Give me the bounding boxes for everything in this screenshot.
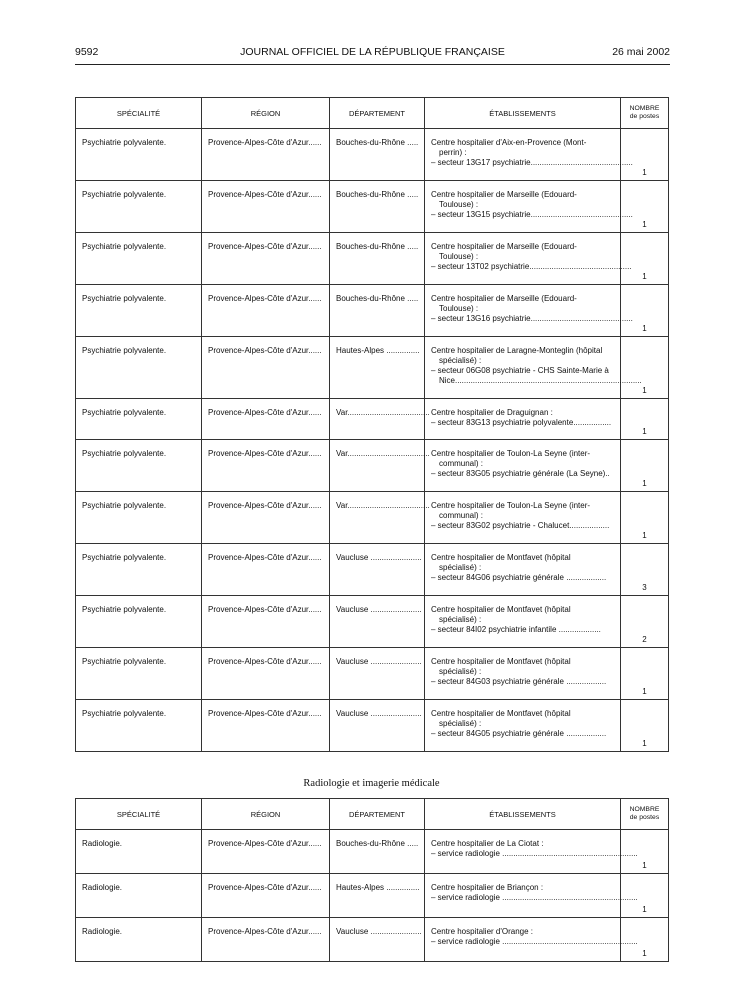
cell-departement: Hautes-Alpes ............... [330, 337, 425, 399]
etablissement-line: Centre hospitalier de Montfavet (hôpital [431, 605, 571, 614]
etablissement-line: Centre hospitalier de La Ciotat : [431, 839, 544, 848]
cell-specialite: Psychiatrie polyvalente. [76, 337, 202, 399]
etablissement-line: spécialisé) : [439, 563, 482, 572]
cell-etablissement [425, 596, 621, 648]
etablissement-line: spécialisé) : [439, 356, 482, 365]
cell-departement: Vaucluse ....................... [330, 700, 425, 752]
header-rule [75, 64, 670, 65]
cell-region: Provence-Alpes-Côte d'Azur...... [202, 596, 330, 648]
col-header-etablissements: ÉTABLISSEMENTS [425, 799, 621, 830]
cell-nombre: 1 [621, 700, 669, 752]
table-row [76, 399, 669, 440]
cell-nombre: 1 [621, 399, 669, 440]
cell-specialite: Psychiatrie polyvalente. [76, 648, 202, 700]
cell-region: Provence-Alpes-Côte d'Azur...... [202, 830, 330, 874]
etablissement-line: Centre hospitalier de Marseille (Edouard- [431, 242, 577, 251]
cell-region: Provence-Alpes-Côte d'Azur...... [202, 285, 330, 337]
etablissement-line: Toulouse) : [439, 252, 479, 261]
nombre-sublabel: de postes [629, 113, 660, 120]
etablissement-line: Centre hospitalier de Montfavet (hôpital [431, 709, 571, 718]
col-header-specialite: SPÉCIALITÉ [76, 799, 202, 830]
cell-nombre: 1 [621, 285, 669, 337]
etablissement-line: – secteur 84G03 psychiatrie générale .................. [431, 677, 607, 686]
cell-specialite: Psychiatrie polyvalente. [76, 544, 202, 596]
etablissement-line: – secteur 84G05 psychiatrie générale .................. [431, 729, 607, 738]
cell-region: Provence-Alpes-Côte d'Azur...... [202, 544, 330, 596]
table-header-row [76, 799, 669, 830]
table-row [76, 544, 669, 596]
etablissement-line: Centre hospitalier de Toulon-La Seyne (inter- [431, 501, 591, 510]
nombre-label: NOMBRE [629, 105, 660, 112]
cell-etablissement [425, 830, 638, 874]
page-header [75, 46, 670, 62]
cell-region: Provence-Alpes-Côte d'Azur...... [202, 874, 330, 918]
cell-region: Provence-Alpes-Côte d'Azur...... [202, 337, 330, 399]
col-header-region: RÉGION [202, 799, 330, 830]
etablissement-line: Toulouse) : [439, 304, 479, 313]
etablissement-line: Centre hospitalier de Marseille (Edouard- [431, 190, 577, 199]
cell-nombre: 1 [621, 233, 669, 285]
positions-table-psychiatrie [75, 97, 669, 752]
cell-region: Provence-Alpes-Côte d'Azur...... [202, 181, 330, 233]
cell-etablissement [425, 337, 642, 399]
cell-specialite: Psychiatrie polyvalente. [76, 129, 202, 181]
cell-etablissement [425, 492, 621, 544]
cell-region: Provence-Alpes-Côte d'Azur...... [202, 700, 330, 752]
cell-etablissement [425, 648, 621, 700]
etablissement-line: perrin) : [439, 148, 467, 157]
table-row [76, 129, 669, 181]
etablissement-line: Centre hospitalier de Marseille (Edouard- [431, 294, 577, 303]
etablissement-line: – secteur 84I02 psychiatrie infantile ................... [431, 625, 601, 634]
etablissement-line: Centre hospitalier de Montfavet (hôpital [431, 657, 571, 666]
cell-departement: Var..................................... [330, 492, 425, 544]
cell-specialite: Psychiatrie polyvalente. [76, 596, 202, 648]
cell-departement: Bouches-du-Rhône ..... [330, 233, 425, 285]
etablissement-line: – secteur 13G17 psychiatrie.............................................. [431, 158, 633, 167]
etablissement-line: spécialisé) : [439, 615, 482, 624]
etablissement-line: Centre hospitalier de Briançon : [431, 883, 544, 892]
cell-specialite: Psychiatrie polyvalente. [76, 181, 202, 233]
cell-nombre: 2 [621, 596, 669, 648]
cell-departement: Bouches-du-Rhône ..... [330, 830, 425, 874]
cell-etablissement [425, 181, 633, 233]
cell-specialite: Psychiatrie polyvalente. [76, 233, 202, 285]
cell-specialite: Radiologie. [76, 918, 202, 962]
cell-region: Provence-Alpes-Côte d'Azur...... [202, 918, 330, 962]
cell-specialite: Psychiatrie polyvalente. [76, 700, 202, 752]
cell-departement: Bouches-du-Rhône ..... [330, 285, 425, 337]
cell-etablissement [425, 285, 633, 337]
table-row [76, 233, 669, 285]
cell-nombre: 1 [621, 337, 669, 399]
cell-nombre: 1 [621, 648, 669, 700]
table-header-row [76, 98, 669, 129]
cell-etablissement [425, 233, 632, 285]
col-header-etablissements: ÉTABLISSEMENTS [425, 98, 621, 129]
cell-specialite: Psychiatrie polyvalente. [76, 285, 202, 337]
cell-region: Provence-Alpes-Côte d'Azur...... [202, 440, 330, 492]
etablissement-line: – secteur 83G13 psychiatrie polyvalente................. [431, 418, 612, 427]
cell-departement: Hautes-Alpes ............... [330, 874, 425, 918]
cell-nombre: 1 [621, 492, 669, 544]
cell-nombre: 1 [621, 830, 669, 874]
cell-region: Provence-Alpes-Côte d'Azur...... [202, 233, 330, 285]
etablissement-line: Centre hospitalier d'Aix-en-Provence (Mont- [431, 138, 587, 147]
etablissement-line: – secteur 13T02 psychiatrie.............................................. [431, 262, 632, 271]
cell-etablissement [425, 440, 621, 492]
table-row [76, 337, 669, 399]
journal-title: JOURNAL OFFICIEL DE LA RÉPUBLIQUE FRANÇAISE [240, 46, 505, 58]
cell-etablissement [425, 874, 638, 918]
etablissement-line: – secteur 83G05 psychiatrie générale (La Seyne).. [431, 469, 610, 478]
cell-nombre: 1 [621, 129, 669, 181]
cell-nombre: 1 [621, 181, 669, 233]
table-row [76, 648, 669, 700]
col-header-departement: DÉPARTEMENT [330, 799, 425, 830]
table-row [76, 596, 669, 648]
etablissement-line: Centre hospitalier de Draguignan : [431, 408, 553, 417]
cell-departement: Var..................................... [330, 399, 425, 440]
cell-specialite: Psychiatrie polyvalente. [76, 492, 202, 544]
etablissement-line: – service radiologie ............................................................. [431, 849, 638, 858]
etablissement-line: – secteur 13G16 psychiatrie.............................................. [431, 314, 633, 323]
etablissement-line: – secteur 84G06 psychiatrie générale .................. [431, 573, 607, 582]
cell-departement: Bouches-du-Rhône ..... [330, 181, 425, 233]
etablissement-line: – secteur 06G08 psychiatrie - CHS Sainte-Marie à [431, 366, 609, 375]
col-header-departement: DÉPARTEMENT [330, 98, 425, 129]
cell-region: Provence-Alpes-Côte d'Azur...... [202, 492, 330, 544]
etablissement-line: – service radiologie ............................................................. [431, 893, 638, 902]
etablissement-line: communal) : [439, 511, 484, 520]
cell-region: Provence-Alpes-Côte d'Azur...... [202, 648, 330, 700]
cell-nombre: 1 [621, 874, 669, 918]
cell-specialite: Radiologie. [76, 874, 202, 918]
cell-departement: Vaucluse ....................... [330, 648, 425, 700]
cell-region: Provence-Alpes-Côte d'Azur...... [202, 129, 330, 181]
cell-departement: Var..................................... [330, 440, 425, 492]
cell-specialite: Psychiatrie polyvalente. [76, 399, 202, 440]
page-number: 9592 [75, 46, 99, 58]
etablissement-line: Centre hospitalier de Montfavet (hôpital [431, 553, 571, 562]
cell-departement: Vaucluse ....................... [330, 596, 425, 648]
cell-departement: Vaucluse ....................... [330, 544, 425, 596]
cell-departement: Vaucluse ....................... [330, 918, 425, 962]
cell-nombre: 3 [621, 544, 669, 596]
cell-etablissement [425, 129, 633, 181]
col-header-nombre [621, 799, 669, 830]
etablissement-line: spécialisé) : [439, 719, 482, 728]
etablissement-line: Nice.................................................................................... [439, 376, 642, 385]
table-row [76, 918, 669, 962]
positions-table-radiologie [75, 798, 669, 962]
table-row [76, 492, 669, 544]
cell-nombre: 1 [621, 440, 669, 492]
cell-departement: Bouches-du-Rhône ..... [330, 129, 425, 181]
etablissement-line: Centre hospitalier d'Orange : [431, 927, 534, 936]
cell-region: Provence-Alpes-Côte d'Azur...... [202, 399, 330, 440]
cell-nombre: 1 [621, 918, 669, 962]
cell-etablissement [425, 700, 621, 752]
etablissement-line: – secteur 83G02 psychiatrie - Chalucet.................. [431, 521, 610, 530]
table-row [76, 285, 669, 337]
col-header-nombre [621, 98, 669, 129]
etablissement-line: Toulouse) : [439, 200, 479, 209]
etablissement-line: Centre hospitalier de Toulon-La Seyne (inter- [431, 449, 591, 458]
table-row [76, 700, 669, 752]
section-title: Radiologie et imagerie médicale [303, 778, 440, 789]
table-row [76, 440, 669, 492]
col-header-specialite: SPÉCIALITÉ [76, 98, 202, 129]
cell-etablissement [425, 399, 621, 440]
etablissement-line: Centre hospitalier de Laragne-Monteglin (hôpital [431, 346, 603, 355]
nombre-label: NOMBRE [629, 806, 660, 813]
etablissement-line: – service radiologie ............................................................. [431, 937, 638, 946]
etablissement-line: spécialisé) : [439, 667, 482, 676]
cell-specialite: Radiologie. [76, 830, 202, 874]
cell-etablissement [425, 918, 638, 962]
table-row [76, 874, 669, 918]
etablissement-line: communal) : [439, 459, 484, 468]
table-row [76, 830, 669, 874]
cell-etablissement [425, 544, 621, 596]
issue-date: 26 mai 2002 [612, 46, 670, 58]
etablissement-line: – secteur 13G15 psychiatrie.............................................. [431, 210, 633, 219]
cell-specialite: Psychiatrie polyvalente. [76, 440, 202, 492]
nombre-sublabel: de postes [629, 814, 660, 821]
table-row [76, 181, 669, 233]
col-header-region: RÉGION [202, 98, 330, 129]
